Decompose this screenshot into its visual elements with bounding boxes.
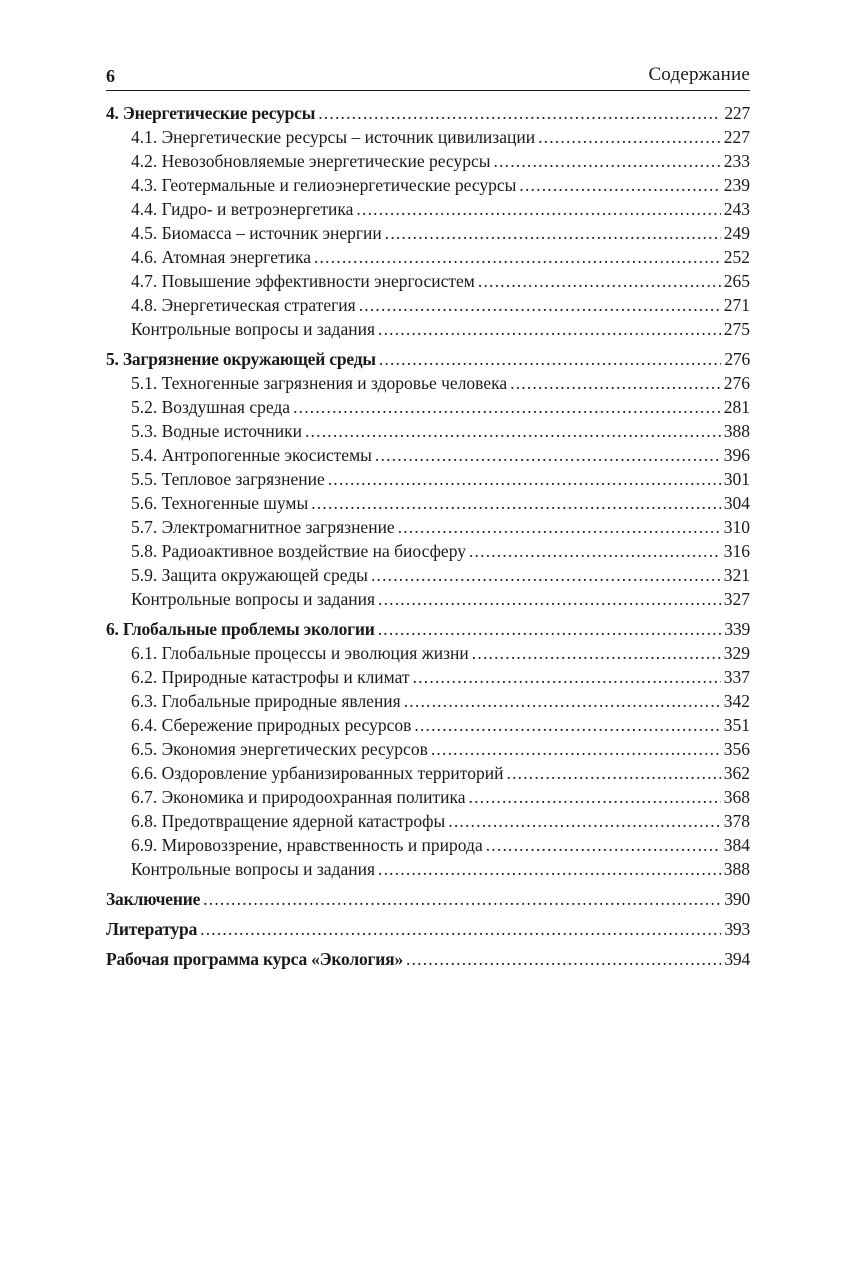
toc-section-entry[interactable]	[106, 125, 750, 149]
toc-entry-title: 6.5. Экономия энергетических ресурсов	[131, 739, 428, 759]
dot-leader	[469, 785, 721, 809]
toc-entry-title: 5.8. Радиоактивное воздействие на биосферу	[131, 541, 466, 561]
running-title: Содержание	[648, 64, 750, 85]
toc-section-entry[interactable]	[106, 173, 750, 197]
dot-leader	[493, 149, 720, 173]
toc-section-entry[interactable]	[106, 269, 750, 293]
toc-entry-page: 252	[723, 247, 750, 267]
toc-section-entry[interactable]	[106, 293, 750, 317]
dot-leader	[519, 173, 720, 197]
toc-entry-title: 6.3. Глобальные природные явления	[131, 691, 401, 711]
toc-entry-title: 6.7. Экономика и природоохранная политика	[131, 787, 466, 807]
toc-entry-page: 388	[723, 421, 750, 441]
toc-chapter-entry[interactable]	[106, 347, 750, 371]
dot-leader	[378, 857, 721, 881]
toc-entry-page: 339	[724, 619, 750, 639]
toc-section-entry[interactable]	[106, 221, 750, 245]
toc-chapter-entry[interactable]	[106, 101, 750, 125]
toc-section-entry[interactable]	[106, 563, 750, 587]
toc-entry-title: 5.2. Воздушная среда	[131, 397, 291, 417]
toc-section-entry[interactable]	[106, 245, 750, 269]
toc-entry-title: 4. Энергетические ресурсы	[106, 103, 316, 123]
toc-section-entry[interactable]	[106, 515, 750, 539]
toc-entry-page: 227	[724, 103, 750, 123]
toc-entry-page: 304	[723, 493, 750, 513]
dot-leader	[203, 887, 721, 911]
toc-entry-page: 356	[723, 739, 750, 759]
page-header	[106, 62, 750, 91]
toc-entry-title: 6.2. Природные катастрофы и климат	[131, 667, 410, 687]
toc-entry-title: Литература	[106, 919, 198, 939]
toc-section-entry[interactable]	[106, 665, 750, 689]
toc-section-entry[interactable]	[106, 371, 750, 395]
toc-entry-page: 316	[723, 541, 750, 561]
dot-leader	[404, 689, 721, 713]
toc-section-entry[interactable]	[106, 467, 750, 491]
toc-section-entry[interactable]	[106, 419, 750, 443]
toc-entry-page: 368	[723, 787, 750, 807]
dot-leader	[311, 491, 721, 515]
toc-entry-title: 4.3. Геотермальные и гелиоэнергетические ресурсы	[131, 175, 517, 195]
toc-section-entry[interactable]	[106, 587, 750, 611]
toc-entry-page: 337	[723, 667, 750, 687]
dot-leader	[375, 443, 721, 467]
toc-section-entry[interactable]	[106, 713, 750, 737]
toc-entry-title: 5.4. Антропогенные экосистемы	[131, 445, 372, 465]
dot-leader	[506, 761, 720, 785]
toc-entry-title: 5.1. Техногенные загрязнения и здоровье человека	[131, 373, 508, 393]
dot-leader	[538, 125, 721, 149]
toc-entry-title: 5.7. Электромагнитное загрязнение	[131, 517, 395, 537]
toc-section-entry[interactable]	[106, 833, 750, 857]
toc-entry-title: 6. Глобальные проблемы экологии	[106, 619, 375, 639]
toc-entry-title: 4.2. Невозобновляемые энергетические ресурсы	[131, 151, 491, 171]
toc-entry-page: 233	[723, 151, 750, 171]
toc-entry-page: 384	[723, 835, 750, 855]
dot-leader	[472, 641, 721, 665]
toc-section-entry[interactable]	[106, 317, 750, 341]
toc-entry-page: 249	[723, 223, 750, 243]
dot-leader	[200, 917, 721, 941]
dot-leader	[356, 197, 720, 221]
toc-entry-title: 4.5. Биомасса – источник энергии	[131, 223, 382, 243]
toc-section-entry[interactable]	[106, 785, 750, 809]
toc-entry-page: 390	[724, 889, 750, 909]
toc-entry-page: 378	[723, 811, 750, 831]
toc-entry-title: 6.9. Мировоззрение, нравственность и природа	[131, 835, 483, 855]
toc-entry-page: 362	[723, 763, 750, 783]
toc-entry-page: 276	[723, 373, 750, 393]
toc-entry-page: 227	[723, 127, 750, 147]
toc-entry-title: 5. Загрязнение окружающей среды	[106, 349, 376, 369]
dot-leader	[359, 293, 721, 317]
toc-entry-page: 275	[723, 319, 750, 339]
dot-leader	[486, 833, 721, 857]
toc-entry-title: Контрольные вопросы и задания	[131, 859, 375, 879]
toc-entry-page: 329	[723, 643, 750, 663]
dot-leader	[478, 269, 721, 293]
dot-leader	[448, 809, 721, 833]
dot-leader	[378, 587, 721, 611]
toc-chapter-entry[interactable]	[106, 617, 750, 641]
toc-entry-title: 6.6. Оздоровление урбанизированных территорий	[131, 763, 504, 783]
toc-entry-title: 6.8. Предотвращение ядерной катастрофы	[131, 811, 446, 831]
toc-entry-page: 388	[723, 859, 750, 879]
page-number: 6	[106, 66, 115, 86]
dot-leader	[379, 347, 721, 371]
toc-entry-page: 281	[723, 397, 750, 417]
toc-section-entry[interactable]	[106, 149, 750, 173]
table-of-contents	[106, 101, 750, 971]
toc-entry-page: 394	[724, 949, 750, 969]
dot-leader	[293, 395, 721, 419]
toc-chapter-entry[interactable]	[106, 947, 750, 971]
dot-leader	[510, 371, 721, 395]
toc-section-entry[interactable]	[106, 809, 750, 833]
toc-section-entry[interactable]	[106, 857, 750, 881]
toc-chapter-entry[interactable]	[106, 917, 750, 941]
toc-section-entry[interactable]	[106, 761, 750, 785]
toc-entry-title: 5.6. Техногенные шумы	[131, 493, 309, 513]
toc-entry-page: 301	[723, 469, 750, 489]
dot-leader	[328, 467, 721, 491]
dot-leader	[431, 737, 721, 761]
toc-section-entry[interactable]	[106, 737, 750, 761]
toc-entry-page: 393	[724, 919, 750, 939]
dot-leader	[398, 515, 721, 539]
toc-entry-title: 5.9. Защита окружающей среды	[131, 565, 368, 585]
toc-entry-title: Заключение	[106, 889, 201, 909]
toc-section-entry[interactable]	[106, 197, 750, 221]
dot-leader	[385, 221, 721, 245]
toc-entry-title: 5.3. Водные источники	[131, 421, 302, 441]
toc-entry-page: 310	[723, 517, 750, 537]
dot-leader	[414, 713, 720, 737]
toc-entry-title: 6.1. Глобальные процессы и эволюция жизни	[131, 643, 469, 663]
toc-entry-page: 239	[723, 175, 750, 195]
toc-chapter-entry[interactable]	[106, 887, 750, 911]
dot-leader	[378, 317, 721, 341]
toc-section-entry[interactable]	[106, 443, 750, 467]
toc-entry-title: Контрольные вопросы и задания	[131, 319, 375, 339]
toc-section-entry[interactable]	[106, 539, 750, 563]
toc-entry-title: Рабочая программа курса «Экология»	[106, 949, 403, 969]
toc-section-entry[interactable]	[106, 641, 750, 665]
toc-entry-title: Контрольные вопросы и задания	[131, 589, 375, 609]
toc-entry-title: 4.8. Энергетическая стратегия	[131, 295, 356, 315]
dot-leader	[406, 947, 721, 971]
toc-entry-page: 276	[724, 349, 750, 369]
toc-section-entry[interactable]	[106, 689, 750, 713]
toc-entry-title: 4.7. Повышение эффективности энергосистем	[131, 271, 475, 291]
dot-leader	[314, 245, 721, 269]
toc-entry-page: 396	[723, 445, 750, 465]
dot-leader	[413, 665, 721, 689]
dot-leader	[469, 539, 721, 563]
toc-entry-page: 327	[723, 589, 750, 609]
dot-leader	[371, 563, 721, 587]
toc-entry-title: 6.4. Сбережение природных ресурсов	[131, 715, 412, 735]
toc-section-entry[interactable]	[106, 491, 750, 515]
toc-entry-title: 5.5. Тепловое загрязнение	[131, 469, 325, 489]
toc-entry-page: 342	[723, 691, 750, 711]
toc-entry-title: 4.6. Атомная энергетика	[131, 247, 311, 267]
toc-entry-page: 243	[723, 199, 750, 219]
dot-leader	[378, 617, 722, 641]
toc-entry-page: 265	[723, 271, 750, 291]
toc-entry-page: 351	[723, 715, 750, 735]
dot-leader	[318, 101, 721, 125]
toc-entry-title: 4.4. Гидро- и ветроэнергетика	[131, 199, 354, 219]
toc-entry-page: 321	[723, 565, 750, 585]
toc-section-entry[interactable]	[106, 395, 750, 419]
toc-entry-page: 271	[723, 295, 750, 315]
dot-leader	[305, 419, 721, 443]
toc-entry-title: 4.1. Энергетические ресурсы – источник цивилизации	[131, 127, 536, 147]
